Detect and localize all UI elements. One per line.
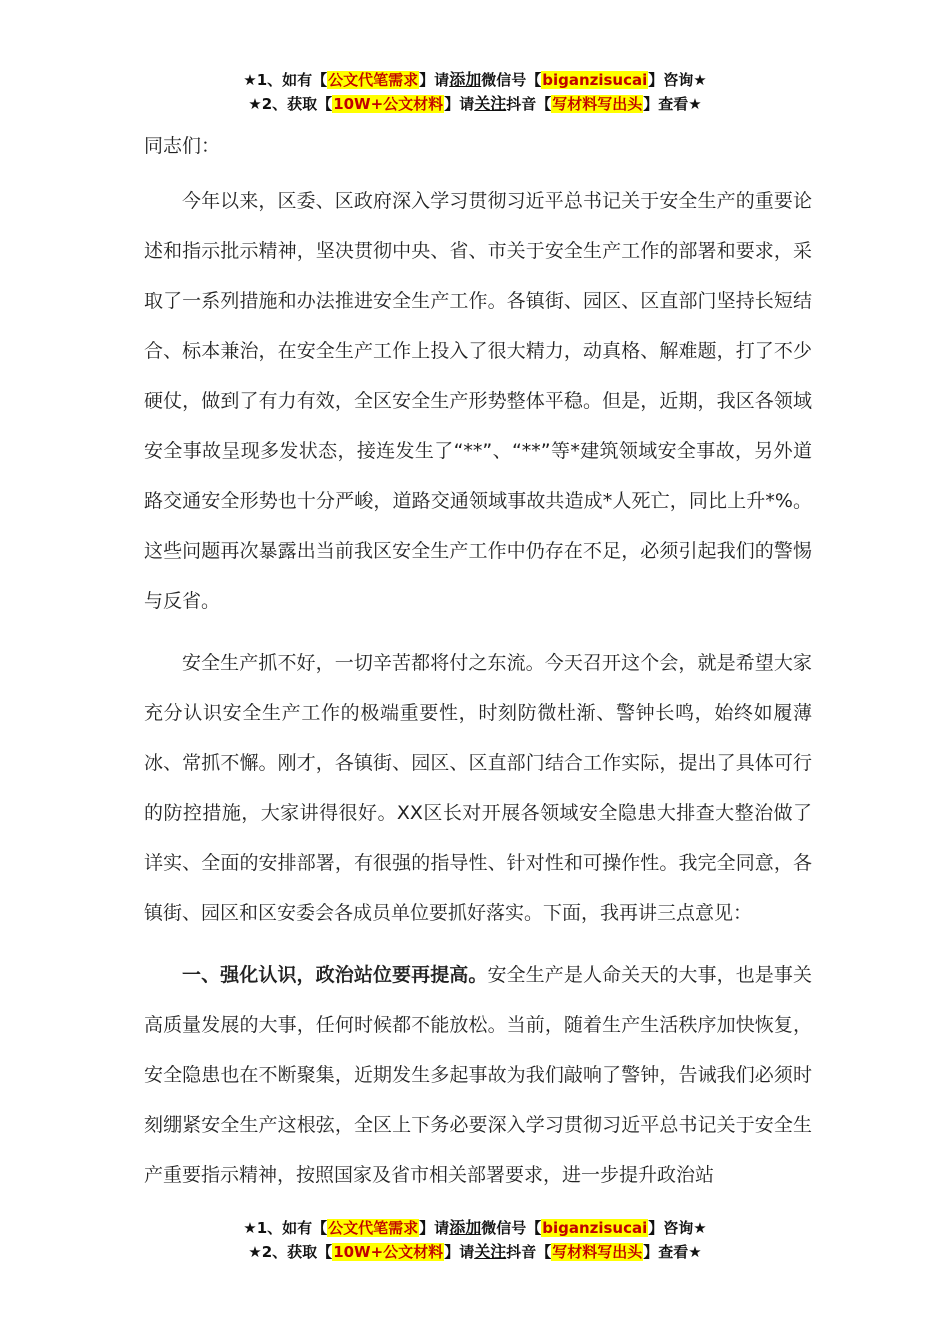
header-banner — [0, 68, 950, 116]
banner-highlight: 10W+公文材料 — [333, 95, 444, 113]
banner-highlight: biganzisucai — [542, 71, 648, 89]
section-heading: 一、强化认识，政治站位要再提高。 — [182, 964, 488, 986]
banner-text: ★1、如有【 — [243, 1219, 328, 1237]
banner-highlight: biganzisucai — [542, 1219, 648, 1237]
banner-text: 】请 — [444, 95, 475, 113]
banner-text: 】查看★ — [643, 95, 702, 113]
banner-highlight: 10W+公文材料 — [333, 1243, 444, 1261]
banner-text: ★2、获取【 — [248, 1243, 333, 1261]
banner-text: ★2、获取【 — [248, 95, 333, 113]
banner-text: 】请 — [444, 1243, 475, 1261]
banner-text: 】请 — [419, 1219, 450, 1237]
banner-text: 微信号【 — [481, 71, 542, 89]
banner-text: 抖音【 — [506, 95, 552, 113]
banner-emphasis: 添加 — [449, 1218, 482, 1237]
banner-text: ★1、如有【 — [243, 71, 328, 89]
section-text: 安全生产是人命关天的大事，也是事关高质量发展的大事，任何时候都不能放松。当前，随着生产生活秩序加快恢复，安全隐患也在不断聚集，近期发生多起事故为我们敲响了警钟，告诫我们必须时刻绷紧安全生产这根弦，全区上下务必要深入学习贯彻习近平总书记关于安全生产重要指示精神，按照国家及省市相关部署要求，进一步提升政治站 — [144, 964, 812, 1186]
footer-banner — [0, 1216, 950, 1264]
paragraph: 今年以来，区委、区政府深入学习贯彻习近平总书记关于安全生产的重要论述和指示批示精神，坚决贯彻中央、省、市关于安全生产工作的部署和要求，采取了一系列措施和办法推进安全生产工作。各镇街、园区、区直部门坚持长短结合、标本兼治，在安全生产工作上投入了很大精力，动真格、解难题，打了不少硬仗，做到了有力有效，全区安全生产形势整体平稳。但是，近期，我区各领域安全事故呈现多发状态，接连发生了“**”、“**”等*建筑领域安全事故，另外道路交通安全形势也十分严峻，道路交通领域事故共造成*人死亡，同比上升*%。这些问题再次暴露出当前我区安全生产工作中仍存在不足，必须引起我们的警惕与反省。 — [144, 190, 812, 612]
banner-highlight: 公文代笔需求 — [328, 71, 419, 89]
banner-text: 】查看★ — [643, 1243, 702, 1261]
section-paragraph — [144, 950, 812, 1200]
banner-highlight: 公文代笔需求 — [328, 1219, 419, 1237]
paragraph: 安全生产抓不好，一切辛苦都将付之东流。今天召开这个会，就是希望大家充分认识安全生产工作的极端重要性，时刻防微杜渐、警钟长鸣，始终如履薄冰、常抓不懈。刚才，各镇街、园区、区直部门结合工作实际，提出了具体可行的防控措施，大家讲得很好。XX区长对开展各领域安全隐患大排查大整治做了详实、全面的安排部署，有很强的指导性、针对性和可操作性。我完全同意，各镇街、园区和区安委会各成员单位要抓好落实。下面，我再讲三点意见： — [144, 652, 812, 924]
banner-text: 】咨询★ — [648, 1219, 707, 1237]
document-body — [144, 128, 812, 1212]
banner-text: 抖音【 — [506, 1243, 552, 1261]
banner-emphasis: 关注 — [474, 94, 507, 113]
banner-highlight: 写材料写出头 — [552, 95, 643, 113]
banner-emphasis: 关注 — [474, 1242, 507, 1261]
banner-text: 微信号【 — [481, 1219, 542, 1237]
banner-line-2 — [0, 1240, 950, 1264]
banner-line-1 — [0, 1216, 950, 1240]
banner-line-2 — [0, 92, 950, 116]
banner-emphasis: 添加 — [449, 70, 482, 89]
banner-line-1 — [0, 68, 950, 92]
banner-highlight: 写材料写出头 — [552, 1243, 643, 1261]
banner-text: 】请 — [419, 71, 450, 89]
banner-text: 】咨询★ — [648, 71, 707, 89]
salutation: 同志们： — [144, 135, 221, 157]
